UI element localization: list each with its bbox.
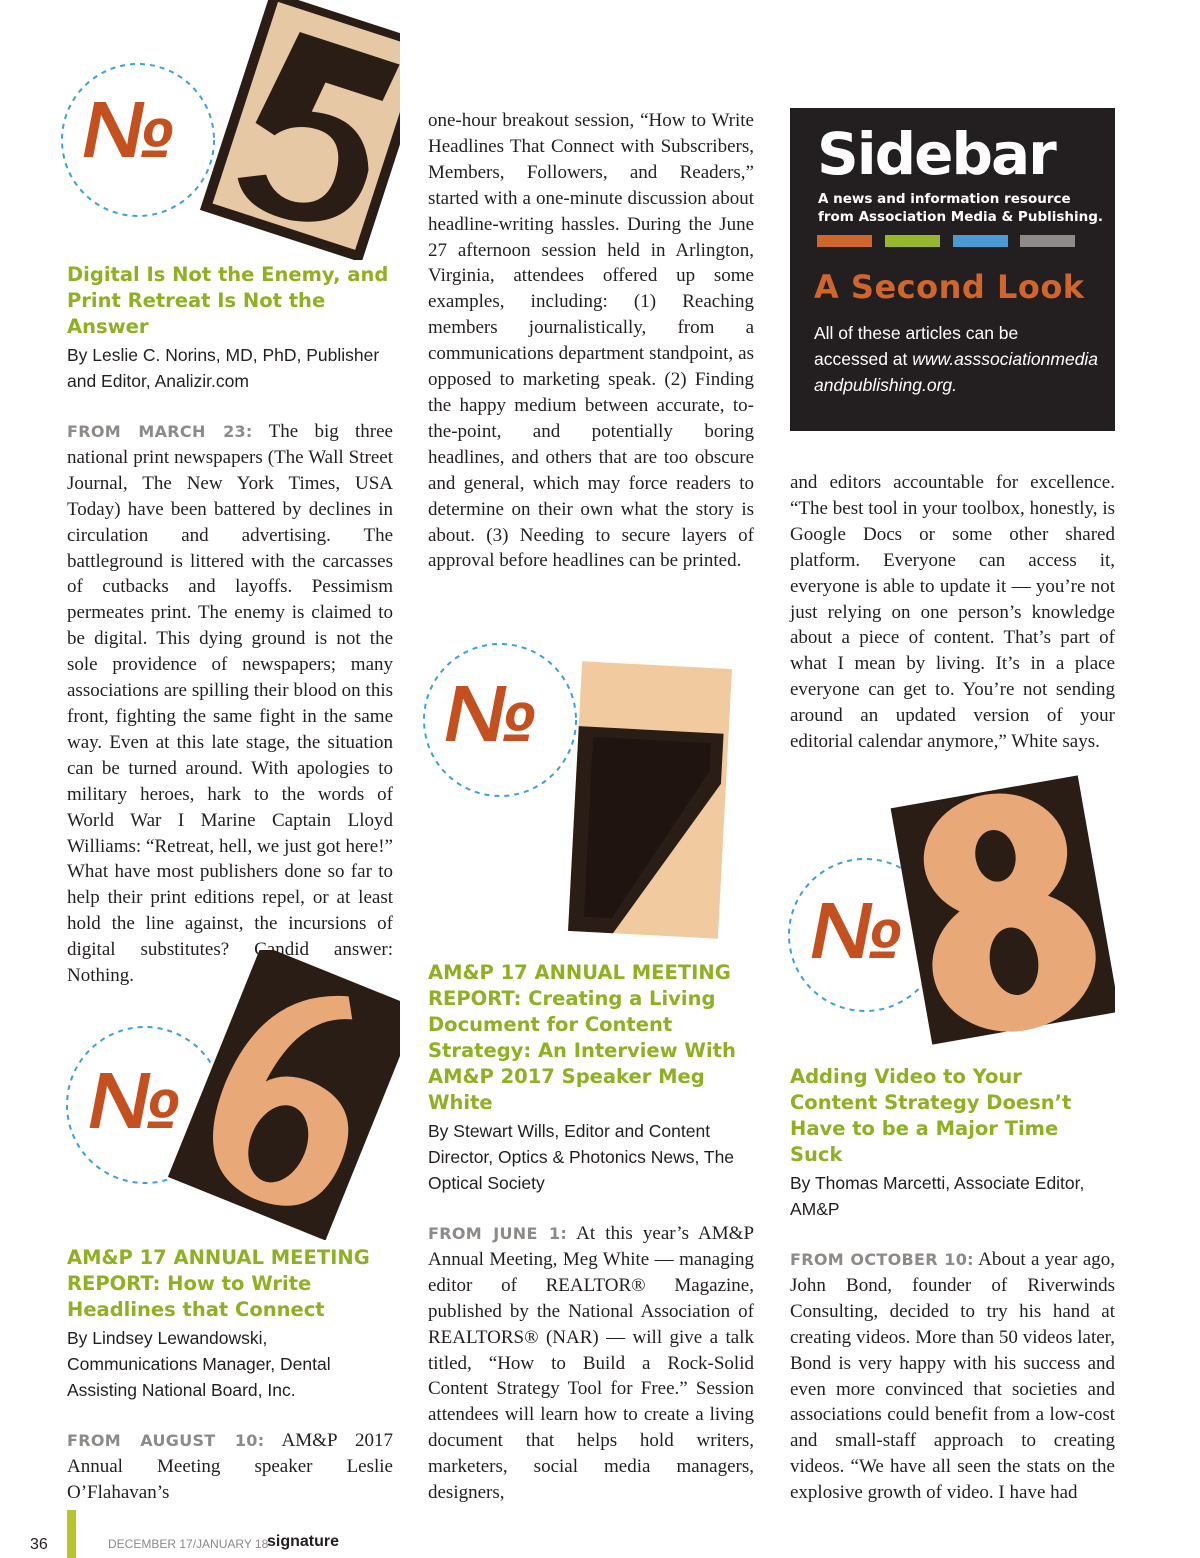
article-6-body: AM&P 2017 Annual Meeting speaker Leslie O’Flahavan’s — [67, 1430, 393, 1503]
article-6-excerpt — [67, 1428, 393, 1506]
article-6-continuation-text: one-hour breakout session, “How to Write Headlines That Connect with Subscribers, Members, Followers, and Readers,” started with a one-minute discussion about headline-writing hassles. During the June 27 afternoon session held in Arlington, Virginia, attendees offered up some examples, including: (1) Reaching members journalistically, from a communications department standpoint, as opposed to marketing speak. (2) Finding the happy medium between accurate, to-the-point, and potentially boring headlines, and others that are too obscure and general, which may force readers to determine on their own what the story is about. (3) Needing to secure layers of approval before headlines can be printed. — [428, 110, 754, 572]
article-8-excerpt — [790, 1247, 1115, 1506]
sidebar-subtitle: A Second Look — [814, 268, 1085, 306]
footer-accent-bar — [67, 1510, 76, 1558]
numero-8-label: № — [810, 886, 902, 975]
number-8-badge — [785, 770, 1115, 1060]
article-5-excerpt — [67, 419, 393, 989]
article-7-byline: By Stewart Wills, Editor and Content Director, Optics & Photonics News, The Optical Society — [428, 1121, 735, 1193]
numero-6-label: № — [88, 1056, 180, 1145]
article-6-continuation — [428, 108, 754, 574]
sidebar-body-line-1: All of these articles can be — [814, 323, 1019, 343]
article-5-byline: By Leslie C. Norins, MD, PhD, Publisher and Editor, Analizir.com — [67, 345, 380, 391]
swatch-green — [885, 235, 940, 247]
number-5-badge — [60, 0, 400, 260]
swatch-blue — [953, 235, 1008, 247]
article-8-lead: FROM OCTOBER 10: — [790, 1250, 974, 1269]
number-7-badge — [420, 640, 750, 960]
article-5-headline: Digital Is Not the Enemy, and Print Retreat Is Not the Answer — [67, 263, 389, 338]
numero-7-label: № — [444, 669, 536, 758]
article-7-continuation-text: and editors accountable for excellence. “The best tool in your toolbox, honestly, is Google Docs or some other shared platform. Everyone can access it, everyone is able to update it — you’re not just relying on one person’s knowledge about a piece of content. That’s part of what I mean by living. It’s in a place everyone can get to. You’re not sending around an updated version of your editorial calendar anymore,” White says. — [790, 472, 1115, 753]
number-6-badge — [60, 950, 400, 1240]
article-8-body: About a year ago, John Bond, founder of Riverwinds Consulting, decided to try his hand at creating videos. More than 50 videos later, Bond is very happy with his success and even more convinced that societies and associations could benefit from a low-cost and small-staff approach to creating videos. “We have all seen the stats on the explosive growth of video. I have had — [790, 1249, 1116, 1504]
sidebar-tagline — [818, 190, 1103, 226]
sidebar-body — [814, 320, 1104, 398]
article-7-body: At this year’s AM&P Annual Meeting, Meg White — managing editor of REALTOR® Magazine, published by the National Association of REALTORS® (NAR) — will give a talk titled, “How to Build a Rock-Solid Content Strategy Tool for Free.” Session attendees will learn how to create a living document that helps hold writers, marketers, social media managers, designers, — [428, 1223, 755, 1504]
article-7-excerpt — [428, 1221, 754, 1506]
swatch-gray — [1020, 235, 1075, 247]
article-6-lead: FROM AUGUST 10: — [67, 1431, 265, 1450]
sidebar-body-line-2: accessed at — [814, 349, 908, 369]
article-5-lead: FROM MARCH 23: — [67, 422, 253, 441]
article-6-headline: AM&P 17 ANNUAL MEETING REPORT: How to Write Headlines that Connect — [67, 1246, 370, 1321]
sidebar-url-line-1[interactable]: www.asssociationmedia — [912, 349, 1099, 369]
sidebar-tagline-line-1: A news and information resource — [818, 191, 1071, 207]
article-7-continuation — [790, 470, 1115, 755]
article-7-lead: FROM JUNE 1: — [428, 1224, 568, 1243]
article-7-headline: AM&P 17 ANNUAL MEETING REPORT: Creating a Living Document for Content Strategy: An Interview With AM&P 2017 Speaker Meg White — [428, 961, 736, 1114]
article-6-byline: By Lindsey Lewandowski, Communications Manager, Dental Assisting National Board, Inc. — [67, 1328, 331, 1400]
article-8-byline: By Thomas Marcetti, Associate Editor, AM&P — [790, 1173, 1085, 1219]
sidebar-tagline-line-2: from Association Media & Publishing. — [818, 209, 1104, 225]
footer-issue-date: DECEMBER 17/JANUARY 18 — [108, 1537, 269, 1551]
numero-5-label: № — [82, 85, 174, 174]
footer-magazine-name: signature — [267, 1533, 340, 1550]
article-5-body: The big three national print newspapers (The Wall Street Journal, The New York Times, USA Today) have been battered by declines in circulation and advertising. The battleground is littered with the carcasses of cutbacks and layoffs. Pessimism permeates print. The enemy is claimed to be digital. This dying ground is not the sole providence of newspapers; many associations are spilling their blood on this front, fighting the same fight in the same way. Even at this late stage, the situation can be turned around. With apologies to military heroes, hark to the words of World War I Marine Captain Lloyd Williams: “Retreat, hell, we just got here!” What have most publishers done so far to help their print editions repel, or at least hold the line against, the incursions of digital substitutes? Candid answer: Nothing. — [67, 421, 393, 987]
sidebar-url-line-2[interactable]: andpublishing.org. — [814, 375, 958, 395]
swatch-orange — [817, 235, 872, 247]
sidebar-box — [790, 108, 1115, 431]
article-8-headline: Adding Video to Your Content Strategy Doesn’t Have to be a Major Time Suck — [790, 1065, 1072, 1166]
sidebar-title: Sidebar — [817, 120, 1055, 188]
page-number: 36 — [30, 1536, 48, 1553]
